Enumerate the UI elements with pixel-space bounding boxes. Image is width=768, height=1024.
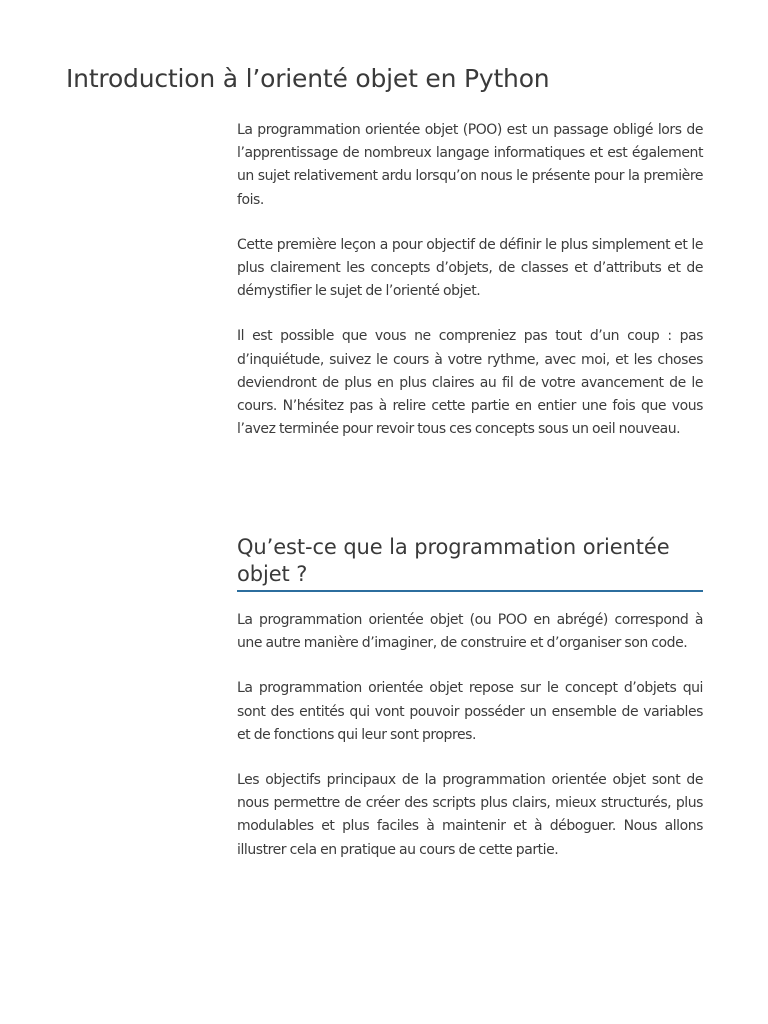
section-poo-definition [237,534,703,884]
page-title: Introduction à l’orienté objet en Python [66,64,550,93]
intro-paragraph: La programmation orientée objet (POO) est un passage obligé lors de l’apprentissage de nombreux langage informatiques et est également un sujet relativement ardu lorsqu’on nous le présente pour la première fois. [237,122,703,208]
section-body [237,609,703,862]
intro-paragraph: Cette première leçon a pour objectif de définir le plus simplement et le plus clairement les concepts d’objets, de classes et d’attributs et de démystifier le sujet de l’orienté objet. [237,236,703,300]
section-heading: Qu’est-ce que la programmation orientée objet ? [237,534,703,592]
section-paragraph: Les objectifs principaux de la programmation orientée objet sont de nous permettre de créer des scripts plus clairs, mieux structurés, plus modulables et plus faciles à maintenir et à déboguer. Nous allons illustrer cela en pratique au cours de cette partie. [237,772,703,858]
intro-text-block [237,119,703,463]
intro-paragraph: Il est possible que vous ne compreniez pas tout d’un coup : pas d’inquiétude, suivez le cours à votre rythme, avec moi, et les choses deviendront de plus en plus claires au fil de votre avancement de le cours. N’hésitez pas à relire cette partie en entier une fois que vous l’avez terminée pour revoir tous ces concepts sous un oeil nouveau. [237,328,703,438]
section-paragraph: La programmation orientée objet (ou POO en abrégé) correspond à une autre manière d’imaginer, de construire et d’organiser son code. [237,612,703,652]
section-paragraph: La programmation orientée objet repose sur le concept d’objets qui sont des entités qui vont pouvoir posséder un ensemble de variables et de fonctions qui leur sont propres. [237,680,703,743]
